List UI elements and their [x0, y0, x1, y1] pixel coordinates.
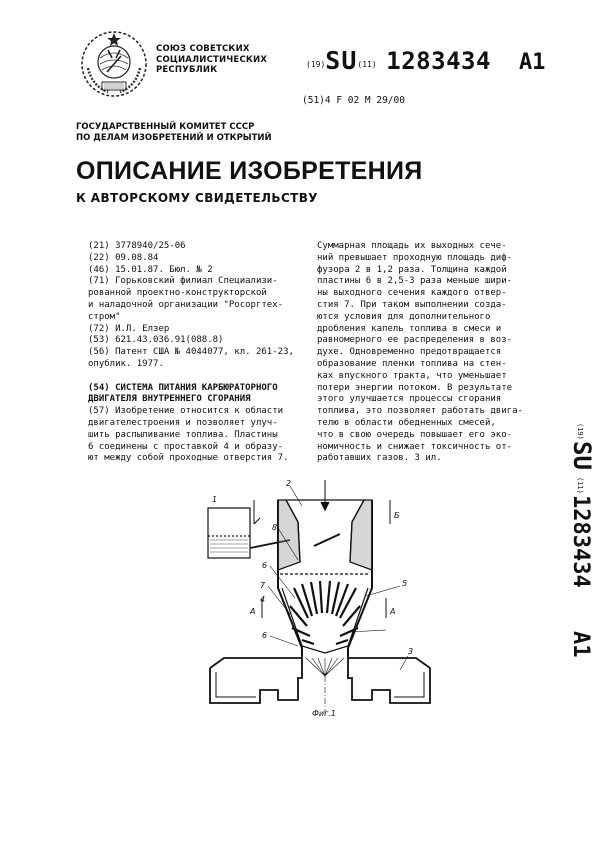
field-71-cont: стром" [88, 311, 121, 322]
field-53: (53) 621.43.036.91(088.8) [88, 335, 224, 346]
figure-1-drawing [190, 478, 440, 718]
abstract-line: работавших газов. 3 ил. [317, 453, 442, 464]
label-6: 6 [262, 561, 268, 570]
label-1: 1 [212, 495, 218, 504]
abstract-line: шить распыливание топлива. Пластины [88, 429, 278, 440]
abstract-line: ны выходного сечения каждого отвер- [317, 288, 507, 299]
abstract-line: потери энергии потоком. В результате [317, 382, 513, 393]
field-71-cont: и наладочной организации "Росоргтех- [88, 299, 284, 310]
label-section-b: Б [394, 511, 400, 520]
label-7: 7 [260, 581, 266, 590]
abstract-line: образование пленки топлива на стен- [317, 358, 507, 369]
vertical-country: SU [568, 441, 596, 470]
vertical-number: 1283434 [568, 495, 593, 588]
label-5: 5 [402, 579, 408, 588]
abstract-line: ках впускного тракта, что уменьшает [317, 370, 507, 381]
field-71: (71) Горьковский филиал Специализи- [88, 276, 278, 287]
abstract-line: 6 соединены с проставкой 4 и образу- [88, 441, 284, 452]
field-21: (21) 3778940/25-06 [88, 241, 186, 251]
abstract-line: фузора 2 в 1,2 раза. Толщина каждой [317, 264, 507, 275]
vertical-code-19: (19) [576, 423, 584, 440]
ipc-class: (51)4 F 02 M 29/00 [302, 95, 405, 106]
org-line: СОЦИАЛИСТИЧЕСКИХ [156, 54, 268, 65]
publication-number [306, 46, 545, 75]
org-line: РЕСПУБЛИК [156, 65, 218, 75]
abstract-line: топлива, это позволяет работать двига- [317, 406, 523, 417]
kind-code: A1 [518, 50, 546, 75]
abstract-line: ют между собой проходные отверстия 7. [88, 453, 289, 464]
fuel-chamber [208, 508, 250, 558]
abstract-line: духе. Одновременно предотвращается [317, 347, 502, 358]
document-subtitle: К АВТОРСКОМУ СВИДЕТЕЛЬСТВУ [76, 191, 318, 205]
abstract-line: ются условия для дополнительного [317, 311, 491, 322]
label-8: 8 [272, 523, 278, 532]
abstract-column [317, 241, 539, 465]
vertical-code-11: (11) [576, 477, 584, 494]
vertical-publication-number [548, 423, 596, 685]
abstract-line: ний превышает проходную площадь диф- [317, 252, 513, 263]
label-section-a-left: A [250, 607, 256, 616]
bibliographic-column [88, 241, 310, 465]
vertical-kind: A1 [568, 631, 593, 658]
abstract-line: стия 7. При таком выполнении созда- [317, 299, 507, 310]
abstract-line: Суммарная площадь их выходных сече- [317, 241, 507, 251]
committee-line: ГОСУДАРСТВЕННЫЙ КОМИТЕТ СССР [76, 122, 255, 132]
abstract-line: (57) Изобретение относится к области [88, 406, 284, 417]
invention-title: (54) СИСТЕМА ПИТАНИЯ КАРБЮРАТОРНОГО [88, 382, 278, 393]
abstract-line: что в свою очередь повышает его эко- [317, 429, 513, 440]
committee-name [76, 122, 272, 144]
field-56-cont: опублик. 1977. [88, 358, 164, 369]
label-2: 2 [286, 479, 292, 488]
figure-caption: Фиг.1 [312, 709, 336, 718]
document-title: ОПИСАНИЕ ИЗОБРЕТЕНИЯ [76, 157, 423, 185]
abstract-line: этого улучшается процессы сгорания [317, 394, 502, 405]
field-22: (22) 09.08.84 [88, 252, 159, 263]
abstract-line: телю в области обедненных смесей, [317, 417, 496, 428]
patent-number: 1283434 [386, 47, 491, 75]
invention-title: ДВИГАТЕЛЯ ВНУТРЕННЕГО СГОРАНИЯ [88, 394, 251, 405]
label-4: 4 [260, 595, 266, 604]
field-72: (72) И.Л. Елзер [88, 323, 170, 334]
field-71-cont: рованной проектно-конструкторской [88, 288, 267, 299]
label-3: 3 [408, 647, 414, 656]
field-46: (46) 15.01.87. Бюл. № 2 [88, 264, 213, 275]
abstract-line: дробления капель топлива в смеси и [317, 323, 502, 334]
label-section-a-right: A [390, 607, 396, 616]
code-19: (19) [306, 60, 326, 69]
country-code: SU [325, 46, 358, 75]
abstract-line: равномерного ее распределения в воз- [317, 335, 513, 346]
field-56: (56) Патент США № 4044077, кл. 261-23, [88, 347, 294, 358]
org-line: СОЮЗ СОВЕТСКИХ [156, 44, 250, 54]
code-11: (11) [357, 60, 377, 69]
country-name [156, 44, 267, 76]
ussr-emblem [78, 28, 150, 100]
label-6b: 6 [262, 631, 268, 640]
abstract-line: номичность и снижает токсичность от- [317, 441, 513, 452]
abstract-line: двигателестроения и позволяет улуч- [88, 417, 278, 428]
committee-line: ПО ДЕЛАМ ИЗОБРЕТЕНИЙ И ОТКРЫТИЙ [76, 133, 272, 143]
abstract-line: пластины 6 в 2,5-3 раза меньше шири- [317, 276, 513, 287]
